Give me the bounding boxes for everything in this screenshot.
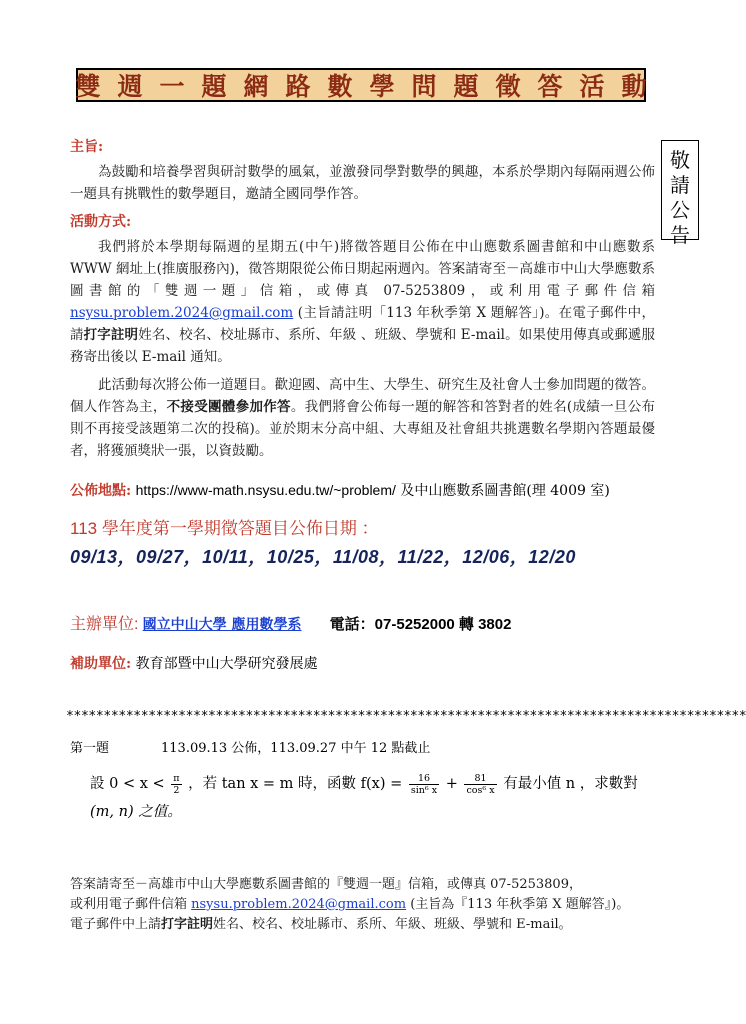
plus-sign: + xyxy=(441,776,463,792)
footer-line3-a: 電子郵件中上請 xyxy=(70,917,162,932)
purpose-text: 為鼓勵和培養學習與研討數學的風氣，並激發同學對數學的興趣，本系於學期內每隔兩週公佈一題具有挑戰性的數學題目，邀請全國同學作答。 xyxy=(70,164,655,202)
method-paragraph-2 xyxy=(70,374,655,462)
footer-line2-a: 或利用電子郵件信箱 xyxy=(70,897,192,912)
method-p1-bold: 打字註明 xyxy=(83,327,139,343)
method-p1-a: 我們將於本學期每隔週的星期五(中午)將徵答題目公佈在中山應數系圖書館和中山應數系 WWW 網址上(推廣服務內)，徵答期限從公佈日期起兩週內。答案請寄至－高雄市中山大學應數系圖書館的「雙週一題」信箱，或傳真 07-5253809，或利用電子郵件信箱 xyxy=(70,239,655,299)
method-p1-c: 姓名、校名、校址縣市、系所、年級 、班級、學號和 E-mail。如果使用傳真或郵遞服務寄出後以 E-mail 通知。 xyxy=(70,327,655,365)
location-url[interactable]: https://www-math.nsysu.edu.tw/~problem/ xyxy=(135,482,396,498)
purpose-label: 主旨: xyxy=(70,139,104,155)
problem-t2: ，若 tan x = m 時，函數 f(x) = xyxy=(183,776,407,792)
organizer-name[interactable]: 國立中山大學 應用數學系 xyxy=(142,617,302,633)
method-p2-bold: 不接受團體參加作答 xyxy=(166,399,291,415)
pi-denominator: 2 xyxy=(173,784,180,796)
f1-numerator: 16 xyxy=(409,773,439,785)
location-label: 公佈地點: xyxy=(70,483,132,499)
problem-t3: 有最小值 n ，求數對 xyxy=(498,776,638,792)
method-p1-b: (主旨請註明「113 年秋季第 X 題解答」)。在電子郵件中，請 xyxy=(70,305,655,343)
problem-t4: (m, n) 之值。 xyxy=(90,804,182,820)
organizer-label: 主辦單位: xyxy=(70,616,139,633)
organizer-line xyxy=(70,611,511,634)
notice-label: 敬請公告 xyxy=(670,148,690,247)
assist-line xyxy=(70,653,318,673)
method-p2-a: 此活動每次將公佈一道題目。歡迎國、高中生、大學生、研究生及社會人士參加問題的徵答。個人作答為主， xyxy=(70,377,655,415)
footer-instructions xyxy=(70,875,670,935)
problem-number: 第一題 xyxy=(70,741,110,756)
f1-denominator: sin⁶ x xyxy=(410,784,438,796)
location-text: 及中山應數系圖書館(理 4009 室) xyxy=(395,483,610,499)
problem-t1: 設 0 < x < xyxy=(90,776,170,792)
location-line xyxy=(70,480,610,500)
problem-header xyxy=(70,737,430,756)
email-link[interactable]: nsysu.problem.2024@gmail.com xyxy=(70,305,294,321)
method-paragraph-1 xyxy=(70,236,655,368)
organizer-phone: 電話：07-5252000 轉 3802 xyxy=(329,616,512,633)
footer-line3-bold: 打字註明 xyxy=(161,917,214,932)
schedule-title: 113 學年度第一學期徵答題目公佈日期 ： xyxy=(70,519,379,538)
problem-statement xyxy=(90,770,650,826)
schedule-dates: 09/13，09/27，10/11，10/25，11/08，11/22，12/06，12/20 xyxy=(70,547,576,567)
problem-period: 113.09.13 公佈，113.09.27 中午 12 點截止 xyxy=(161,741,431,756)
assist-text: 教育部暨中山大學研究發展處 xyxy=(135,656,318,672)
fraction-16-over-sin6 xyxy=(409,773,439,796)
footer-line-2 xyxy=(70,895,670,915)
method-label: 活動方式: xyxy=(70,214,132,230)
f2-denominator: cos⁶ x xyxy=(466,784,495,796)
pi-numerator: π xyxy=(173,772,180,784)
pi-over-2-fraction xyxy=(171,773,181,796)
footer-email-link[interactable]: nsysu.problem.2024@gmail.com xyxy=(191,897,407,912)
notice-box xyxy=(661,140,699,247)
separator-line: ******************************************************************************************* xyxy=(66,709,746,724)
title-banner xyxy=(75,68,664,102)
method-p2-b: 。我們將會公佈每一題的解答和答對者的姓名(成績一旦公布則不再接受該題第二次的投稿)。並於期末分高中組、大專組及社會組共挑選數名學期內答題最優者，將獲頒獎狀一張，以資鼓勵。 xyxy=(70,399,655,459)
footer-line2-b: (主旨為『113 年秋季第 X 題解答』)。 xyxy=(406,897,630,912)
assist-label: 補助單位: xyxy=(70,656,132,672)
f2-numerator: 81 xyxy=(464,773,496,785)
page-title: 雙週一題網路數學問題徵答活動 xyxy=(75,72,664,101)
footer-line-3 xyxy=(70,915,670,935)
footer-line3-b: 姓名、校名、校址縣市、系所、年級、班級、學號和 E-mail。 xyxy=(213,917,572,932)
fraction-81-over-cos6 xyxy=(464,773,496,796)
footer-line-1: 答案請寄至－高雄市中山大學應數系圖書館的『雙週一題』信箱，或傳真 07-5253809， xyxy=(70,877,582,892)
